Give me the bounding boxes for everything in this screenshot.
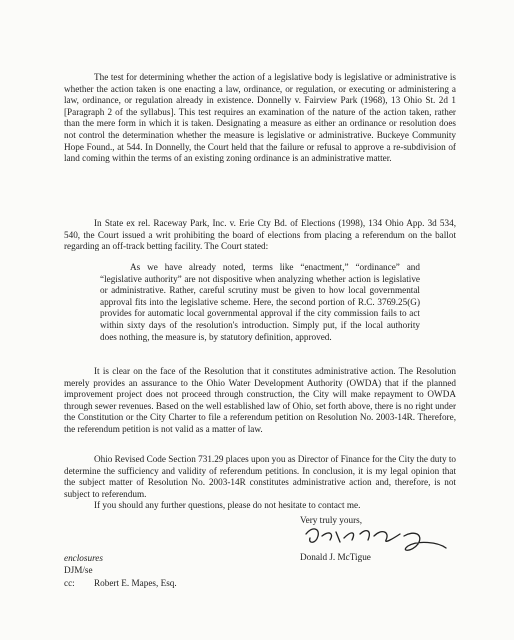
signer-name: Donald J. McTigue xyxy=(300,552,371,562)
paragraph-raceway-park: In State ex rel. Raceway Park, Inc. v. Erie Cty Bd. of Elections (1998), 134 Ohio App. 3d 534, 540, the Court issued a writ prohibiting the board of elections from placing a referendum on the ballot regarding an off-track betting facility. The Court stated: xyxy=(64,218,456,252)
cc-recipient: Robert E. Mapes, Esq. xyxy=(94,578,177,588)
paragraph-resolution-analysis: It is clear on the face of the Resolution that it constitutes administrative action. The Resolution merely provides an assurance to the Ohio Water Development Authority (OWDA) that if the planned improvement project does not proceed through construction, the City will make repayment to OWDA through sewer revenues. Based on the well established law of Ohio, set forth above, there is no right under the Constitution or the City Charter to file a referendum petition on Resolution No. 2003-14R. Therefore, the referendum petition is not valid as a matter of law. xyxy=(64,366,456,434)
valediction: Very truly yours, xyxy=(300,515,363,525)
cc-label: cc: xyxy=(64,578,75,588)
paragraph-conclusion: Ohio Revised Code Section 731.29 places upon you as Director of Finance for the City the duty to determine the sufficiency and validity of referendum petitions. In conclusion, it is my legal opinion that the subject matter of Resolution No. 2003-14R constitutes administrative action and, therefore, is not subject to referendum. xyxy=(64,454,456,499)
paragraph-closing-note: If you should any further questions, please do not hesitate to contact me. xyxy=(94,500,361,510)
enclosures-note: enclosures xyxy=(64,553,103,563)
block-quote: As we have already noted, terms like “enactment,” “ordinance” and “legislative authority” are not dispositive when analyzing whether action is legislative or administrative. Rather, careful scrutiny must be given to how local governmental approval fits into the legislative scheme. Here, the second portion of R.C. 3769.25(G) provides for automatic local governmental approval if the city commission fails to act within sixty days of the resolution's introduction. Simply put, if the local authority does nothing, the measure is, by statutory definition, approved. xyxy=(100,262,420,342)
paragraph-legislative-test: The test for determining whether the action of a legislative body is legislative or administrative is whether the action taken is one enacting a law, ordinance, or regulation, or executing or administering a law, ordinance, or regulation already in existence. Donnelly v. Fairview Park (1968), 13 Ohio St. 2d 1 [Paragraph 2 of the syllabus]. This test requires an examination of the nature of the action taken, rather than the mere form in which it is taken. Designating a measure as either an ordinance or resolution does not control the determination whether the measure is legislative or administrative. Buckeye Community Hope Found., at 544. In Donnelly, the Court held that the failure or refusal to approve a re-subdivision of land coming within the terms of an existing zoning ordinance is an administrative matter. xyxy=(64,72,456,164)
typist-initials: DJM/se xyxy=(64,565,93,575)
